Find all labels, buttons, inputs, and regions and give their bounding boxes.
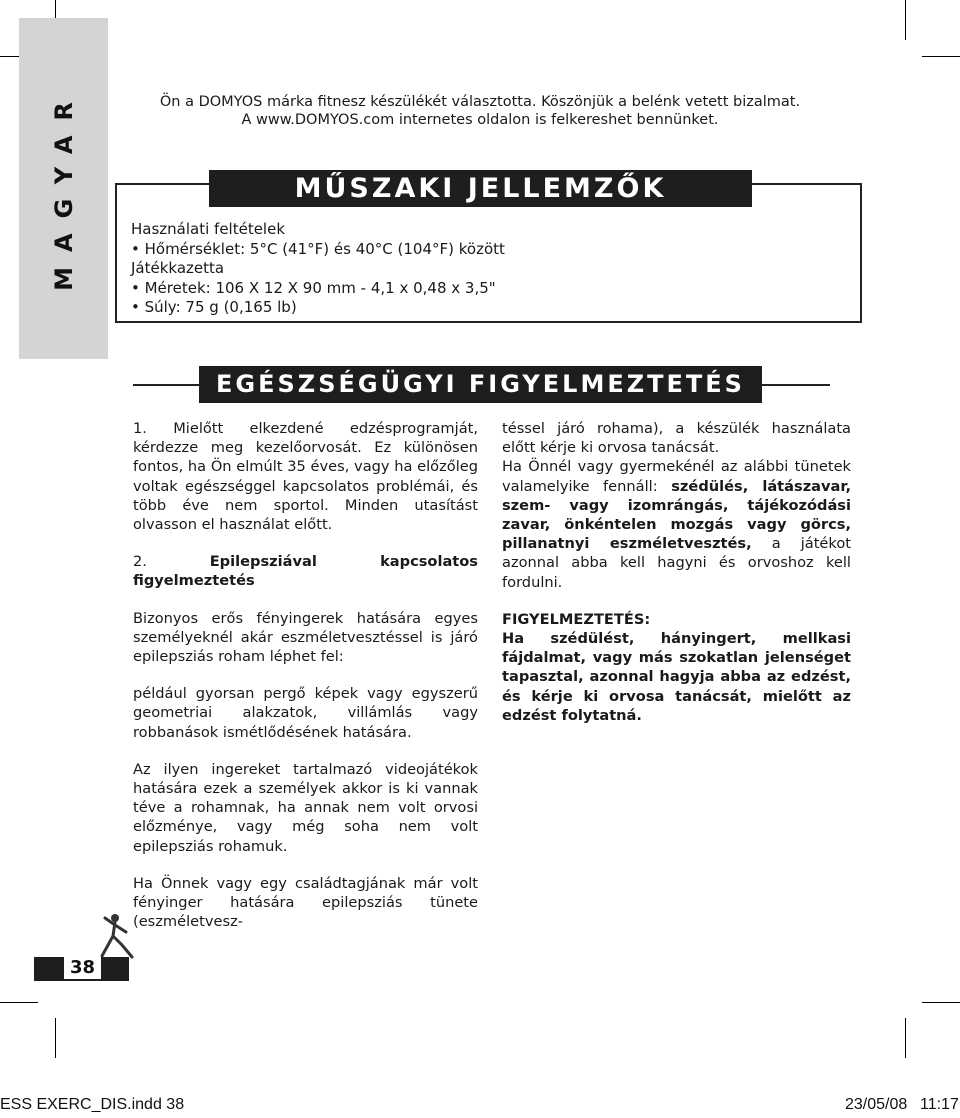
crop-mark: [905, 0, 906, 40]
warning-heading: FIGYELMEZTETÉS:: [502, 610, 651, 628]
specs-line: • Méretek: 106 X 12 X 90 mm - 4,1 x 0,48 x 3,5": [131, 278, 496, 297]
symptoms-intro: Ha Önnél vagy gyermekénél az alábbi tünetek valamelyike fennáll:: [502, 458, 851, 495]
health-paragraph: Bizonyos erős fényingerek hatására egyes személyeknél akár eszméletvesztéssel is járó epilepsziás roham léphet fel:: [133, 609, 478, 666]
footer-time: 11:17: [920, 1096, 959, 1113]
health-right-column: [502, 419, 851, 725]
warning-text: Ha szédülést, hányingert, mellkasi fájdalmat, vagy más szokatlan jelenséget tapasztal, azonnal hagyja abba az edzést, és kérje ki orvosa tanácsát, mielőtt az edzést folytatná.: [502, 630, 851, 724]
language-side-label-wrap: [19, 18, 108, 359]
health-paragraph: például gyorsan pergő képek vagy egyszerű geometriai alakzatok, villámlás vagy robbanások ismétlődésének hatására.: [133, 685, 478, 741]
health-item-2-heading: [133, 552, 478, 590]
specs-line: • Súly: 75 g (0,165 lb): [131, 298, 297, 316]
health-title: EGÉSZSÉGÜGYI FIGYELMEZTETÉS: [199, 366, 762, 403]
footer-file: ESS EXERC_DIS.indd 38: [0, 1096, 185, 1113]
specs-line: Játékkazetta: [131, 259, 225, 277]
specs-line: • Hőmérséklet: 5°C (41°F) és 40°C (104°F) között: [131, 239, 505, 258]
health-paragraph: téssel járó rohama), a készülék használata előtt kérje ki orvosa tanácsát.: [502, 420, 851, 457]
specs-line: Használati feltételek: [131, 220, 286, 238]
health-item-2-number: 2.: [133, 553, 210, 571]
symptoms-instruction: a játékot azonnal abba kell hagyni és orvoshoz kell fordulni.: [502, 535, 851, 591]
exercise-figure-icon: [92, 912, 138, 960]
health-paragraph: Ha Önnek vagy egy családtagjának már volt fényinger hatására epilepsziás tünete (eszméletvesz-: [133, 874, 478, 931]
intro-line-1: Ön a DOMYOS márka fitnesz készülékét választotta. Köszönjük a belénk vetett bizalmat.: [159, 94, 801, 110]
language-label: MAGYAR: [49, 86, 78, 291]
health-left-column: [133, 419, 478, 931]
crop-mark: [55, 1018, 56, 1058]
health-item-1: 1. Mielőtt elkezdené edzésprogramját, kérdezze meg kezelőorvosát. Ez különösen fontos, ha Ön elmúlt 35 éves, vagy ha előzőleg voltak egészséggel kapcsolatos problémái, és több éve nem sportol. Minden utasítást olvasson el használat előtt.: [133, 420, 478, 534]
symptoms-paragraph: [502, 457, 851, 591]
intro-line-2: A www.DOMYOS.com internetes oldalon is felkereshet bennünket.: [241, 112, 719, 128]
symptoms-list: szédülés, látászavar, szem- vagy izomrángás, tájékozódási zavar, önkéntelen mozgás vagy görcs, pillanatnyi eszméletvesztés,: [502, 477, 851, 553]
page-number: 38: [64, 957, 101, 979]
crop-mark: [0, 1002, 38, 1003]
crop-mark: [905, 1018, 906, 1058]
health-paragraph: Az ilyen ingereket tartalmazó videojátékok hatására ezek a személyek akkor is ki vannak téve a rohamnak, ha annak nem volt orvosi előzménye, vagy még soha nem volt epilepsziás rohamuk.: [133, 760, 478, 855]
crop-mark: [922, 1002, 960, 1003]
specs-list: [131, 220, 505, 318]
crop-mark: [922, 56, 960, 57]
specs-title: MŰSZAKI JELLEMZŐK: [209, 170, 752, 207]
page-number-wrap: [34, 957, 129, 981]
epilepsy-heading: Epilepsziával kapcsolatos figyelmeztetés: [133, 553, 478, 590]
footer-date: 23/05/08: [845, 1096, 908, 1113]
